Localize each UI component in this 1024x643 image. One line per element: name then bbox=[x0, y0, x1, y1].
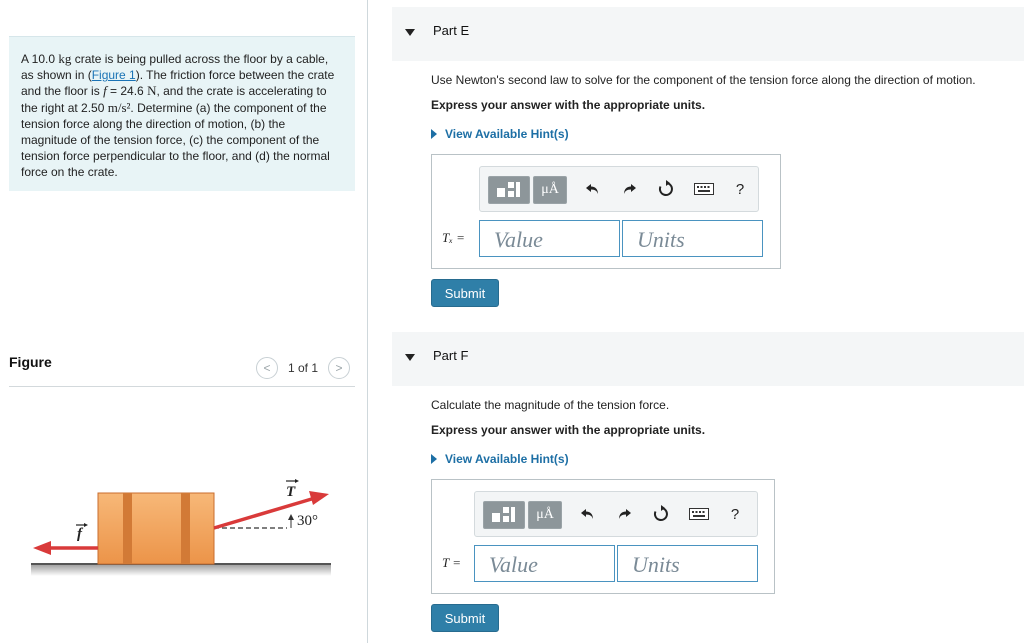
undo-icon bbox=[585, 181, 601, 197]
units-button[interactable] bbox=[533, 176, 567, 204]
part-e-instruction: Express your answer with the appropriate units. bbox=[431, 98, 706, 112]
help-icon: ? bbox=[730, 505, 740, 523]
figure-link[interactable]: Figure 1 bbox=[91, 68, 136, 83]
pager-text: 1 of 1 bbox=[288, 361, 319, 375]
templates-button[interactable] bbox=[483, 501, 525, 529]
hint-label: View Available Hint(s) bbox=[445, 452, 569, 466]
angle-arrowhead bbox=[288, 514, 294, 520]
reset-icon bbox=[652, 505, 670, 523]
templates-icon bbox=[489, 505, 519, 525]
part-e-hint-link[interactable] bbox=[431, 127, 569, 141]
redo-icon bbox=[621, 181, 637, 197]
help-button[interactable] bbox=[728, 177, 752, 201]
variable-label: T = bbox=[442, 555, 462, 570]
problem-text: . Determine (a) the component of the tension force along the direction of motion, (b) the magnitude of the tension force, (c) the component of the tension force perpendicular to the floor, and (d) the normal force on the crate. bbox=[21, 100, 330, 180]
units-label: μÅ bbox=[536, 507, 554, 522]
tension-label: T bbox=[286, 484, 296, 500]
keyboard-icon bbox=[689, 508, 709, 520]
templates-icon bbox=[494, 180, 524, 200]
figure-pager bbox=[256, 357, 350, 379]
figure-heading: Figure bbox=[9, 354, 52, 370]
help-icon: ? bbox=[735, 180, 745, 198]
undo-icon bbox=[580, 506, 596, 522]
friction-label: f bbox=[77, 526, 82, 542]
problem-text: ). The friction force between the crate and the floor is bbox=[21, 68, 335, 99]
crate-slat bbox=[181, 493, 190, 564]
problem-statement bbox=[9, 36, 355, 191]
reset-button[interactable] bbox=[654, 177, 678, 201]
redo-button[interactable] bbox=[617, 177, 641, 201]
part-f-instruction: Express your answer with the appropriate units. bbox=[431, 423, 706, 437]
redo-icon bbox=[616, 506, 632, 522]
force-unit: N bbox=[147, 83, 157, 99]
next-figure-button[interactable] bbox=[328, 357, 350, 379]
part-f-submit-button[interactable]: Submit bbox=[431, 604, 499, 632]
redo-button[interactable] bbox=[612, 502, 636, 526]
hint-label: View Available Hint(s) bbox=[445, 127, 569, 141]
problem-text: crate is being pulled across the floor by a cable, as shown in ( bbox=[21, 52, 329, 83]
math-toolbar bbox=[474, 491, 758, 537]
help-button[interactable] bbox=[723, 502, 747, 526]
friction-symbol: f bbox=[103, 83, 107, 99]
undo-button[interactable] bbox=[581, 177, 605, 201]
chevron-left-icon: < bbox=[263, 361, 271, 375]
keyboard-icon bbox=[694, 183, 714, 195]
friction-vector-mark-head bbox=[84, 523, 88, 527]
part-e-question: Use Newton's second law to solve for the component of the tension force along the direction of motion. bbox=[431, 73, 976, 87]
accel-unit: m/s² bbox=[107, 99, 131, 115]
tension-vector-mark-head bbox=[295, 479, 299, 483]
crate bbox=[98, 493, 214, 564]
left-pane bbox=[0, 0, 368, 643]
problem-text: A 10.0 bbox=[21, 52, 59, 66]
reset-icon bbox=[657, 180, 675, 198]
chevron-right-icon: > bbox=[335, 361, 343, 375]
mass-unit: kg bbox=[58, 51, 72, 66]
prev-figure-button[interactable] bbox=[256, 357, 278, 379]
problem-text: , and the crate is accelerating to the right at 2.50 bbox=[21, 84, 327, 115]
floor bbox=[31, 564, 331, 576]
expand-triangle-icon bbox=[431, 454, 437, 464]
divider bbox=[9, 386, 355, 387]
part-e-header[interactable] bbox=[392, 7, 1024, 61]
units-button[interactable] bbox=[528, 501, 562, 529]
undo-button[interactable] bbox=[576, 502, 600, 526]
value-input[interactable]: Value bbox=[474, 545, 615, 582]
angle-label: 30° bbox=[297, 513, 318, 529]
units-input[interactable]: Units bbox=[622, 220, 763, 257]
part-f-header[interactable] bbox=[392, 332, 1024, 386]
part-title: Part F bbox=[433, 348, 469, 363]
part-f-hint-link[interactable] bbox=[431, 452, 569, 466]
crate-figure bbox=[9, 470, 349, 580]
keyboard-button[interactable] bbox=[692, 177, 716, 201]
problem-text: = 24.6 bbox=[106, 84, 148, 99]
value-input[interactable]: Value bbox=[479, 220, 620, 257]
part-f-question: Calculate the magnitude of the tension force. bbox=[431, 398, 670, 412]
math-toolbar bbox=[479, 166, 759, 212]
part-title: Part E bbox=[433, 23, 470, 38]
expand-triangle-icon bbox=[431, 129, 437, 139]
tension-arrowhead bbox=[309, 491, 329, 505]
reset-button[interactable] bbox=[649, 502, 673, 526]
friction-arrowhead bbox=[33, 541, 51, 555]
collapse-triangle-icon bbox=[405, 29, 415, 36]
collapse-triangle-icon bbox=[405, 354, 415, 361]
part-f-answer-box bbox=[431, 479, 775, 594]
units-label: μÅ bbox=[541, 182, 559, 197]
part-e-submit-button[interactable]: Submit bbox=[431, 279, 499, 307]
units-input[interactable]: Units bbox=[617, 545, 758, 582]
crate-slat bbox=[123, 493, 132, 564]
part-e-answer-box bbox=[431, 154, 781, 269]
templates-button[interactable] bbox=[488, 176, 530, 204]
keyboard-button[interactable] bbox=[687, 502, 711, 526]
variable-label: Tₓ = bbox=[442, 230, 465, 245]
